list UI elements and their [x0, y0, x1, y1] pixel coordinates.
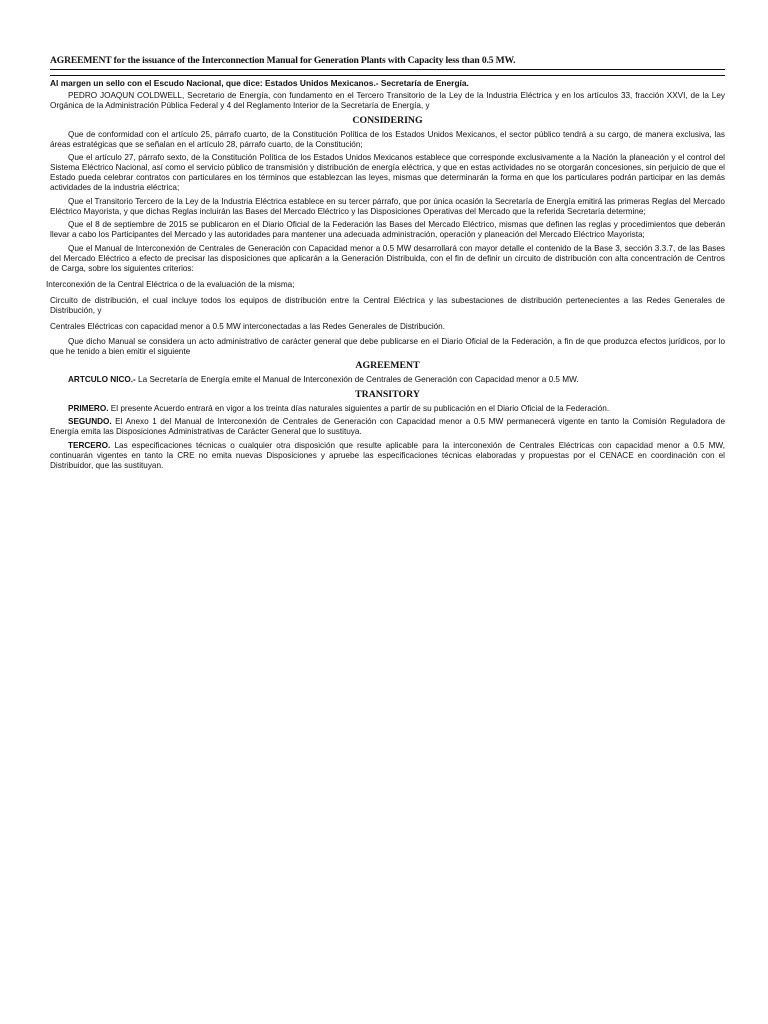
considering-paragraph-5: Que el Manual de Interconexión de Centrales de Generación con Capacidad menor a 0.5 MW desarrollará con mayor detalle el contenido de la Base 3, sección 3.3.7, de las Bases del Mercado Eléctrico a efecto de precisar las disposiciones que aplicarán a la Generación Distribuida, con el fin de definir un circuito de distribución con alta concentración de Centros de Carga, sobre los siguientes criterios: — [50, 243, 725, 273]
article-paragraph — [50, 375, 725, 385]
title-rule — [50, 69, 725, 70]
transitory-third-text: Las especificaciones técnicas o cualquier otra disposición que resulte aplicable para la interconexión de Centrales Eléctricas con capacidad menor a 0.5 MW, continuarán vigentes en tanto la CRE no emita nuevas Disposiciones y apruebe las especificaciones técnicas elaboradas y propuestas por el CENACE en coordinación con el Distribuidor, que las sustituyan. — [50, 440, 725, 470]
transitory-first-text: El presente Acuerdo entrará en vigor a los treinta días naturales siguientes a partir de su publicación en el Diario Oficial de la Federación. — [108, 403, 610, 413]
considering-paragraph-4: Que el 8 de septiembre de 2015 se publicaron en el Diario Oficial de la Federación las Bases del Mercado Eléctrico, mismas que definen las reglas y procedimientos que deberán llevar a cabo los Participantes del Mercado y las autoridades para mantener una adecuada administración, operación y planeación del Mercado Eléctrico Mayorista; — [50, 220, 725, 239]
intro-paragraph: PEDRO JOAQUN COLDWELL, Secretario de Energía, con fundamento en el Tercero Transitorio de la Ley de la Industria Eléctrica y en los artículos 33, fracción XXVI, de la Ley Orgánica de la Administración Pública Federal y 4 del Reglamento Interior de la Secretaría de Energía, y — [50, 91, 725, 110]
document-page — [46, 55, 725, 474]
article-text: La Secretaría de Energía emite el Manual de Interconexión de Centrales de Generación con Capacidad menor a 0.5 MW. — [135, 375, 579, 384]
transitory-third — [50, 441, 725, 471]
margin-note: Al margen un sello con el Escudo Nacional, que dice: Estados Unidos Mexicanos.- Secretaría de Energía. — [50, 78, 469, 88]
transitory-first — [50, 404, 725, 414]
considering-heading: CONSIDERING — [352, 114, 423, 126]
transitory-second-text: El Anexo 1 del Manual de Interconexión de Centrales de Generación con Capacidad menor a 0.5 MW permanecerá vigente en tanto la Comisión Reguladora de Energía emita las Disposiciones Administrativas de Carácter General que lo sustituya. — [50, 417, 725, 436]
closing-considering-paragraph: Que dicho Manual se considera un acto administrativo de carácter general que debe publicarse en el Diario Oficial de la Federación, a fin de que produzca efectos jurídicos, por lo que he tenido a bien emitir el siguiente — [50, 336, 725, 356]
margin-note-rule — [50, 75, 725, 76]
considering-paragraph-2: Que el artículo 27, párrafo sexto, de la Constitución Política de los Estados Unidos Mexicanos establece que corresponde exclusivamente a la Nación la planeación y el control del Sistema Eléctrico Nacional, así como el servicio público de transmisión y distribución de energía eléctrica, y que en estas actividades no se otorgarán concesiones, sin perjuicio de que el Estado pueda celebrar contratos con particulares en los términos que establezcan las leyes, mismas que determinarán la forma en que los particulares podrán participar en las demás actividades de la industria eléctrica; — [50, 153, 725, 192]
agreement-heading: AGREEMENT — [355, 360, 420, 371]
transitory-first-lead: PRIMERO. — [68, 403, 109, 413]
considering-paragraph-3: Que el Transitorio Tercero de la Ley de la Industria Eléctrica establece en su tercer párrafo, que por única ocasión la Secretaría de Energía emitirá las primeras Reglas del Mercado Eléctrico Mayorista, y que dichas Reglas incluirán las Bases del Mercado Eléctrico y las Disposiciones Operativas del Mercado que la referida Secretaría determine; — [50, 196, 725, 216]
transitory-heading: TRANSITORY — [355, 388, 420, 400]
criterion-1: Interconexión de la Central Eléctrica o de la evaluación de la misma; — [46, 279, 295, 289]
document-title: AGREEMENT for the issuance of the Interconnection Manual for Generation Plants with Capacity less than 0.5 MW. — [50, 55, 516, 66]
article-lead: ARTCULO NICO.- — [68, 375, 136, 384]
transitory-second-lead: SEGUNDO. — [68, 417, 112, 426]
transitory-second — [50, 417, 725, 437]
criterion-3: Centrales Eléctricas con capacidad menor a 0.5 MW interconectadas a las Redes Generales de Distribución. — [50, 321, 446, 331]
transitory-third-lead: TERCERO. — [68, 440, 111, 450]
criterion-2: Circuito de distribución, el cual incluye todos los equipos de distribución entre la Central Eléctrica y las subestaciones de distribución pertenecientes a las Redes Generales de Distribución, y — [50, 295, 725, 315]
considering-paragraph-1: Que de conformidad con el artículo 25, párrafo cuarto, de la Constitución Política de los Estados Unidos Mexicanos, el sector público tendrá a su cargo, de manera exclusiva, las áreas estratégicas que se señalan en el artículo 28, párrafo cuarto, de la Constitución; — [50, 129, 725, 149]
